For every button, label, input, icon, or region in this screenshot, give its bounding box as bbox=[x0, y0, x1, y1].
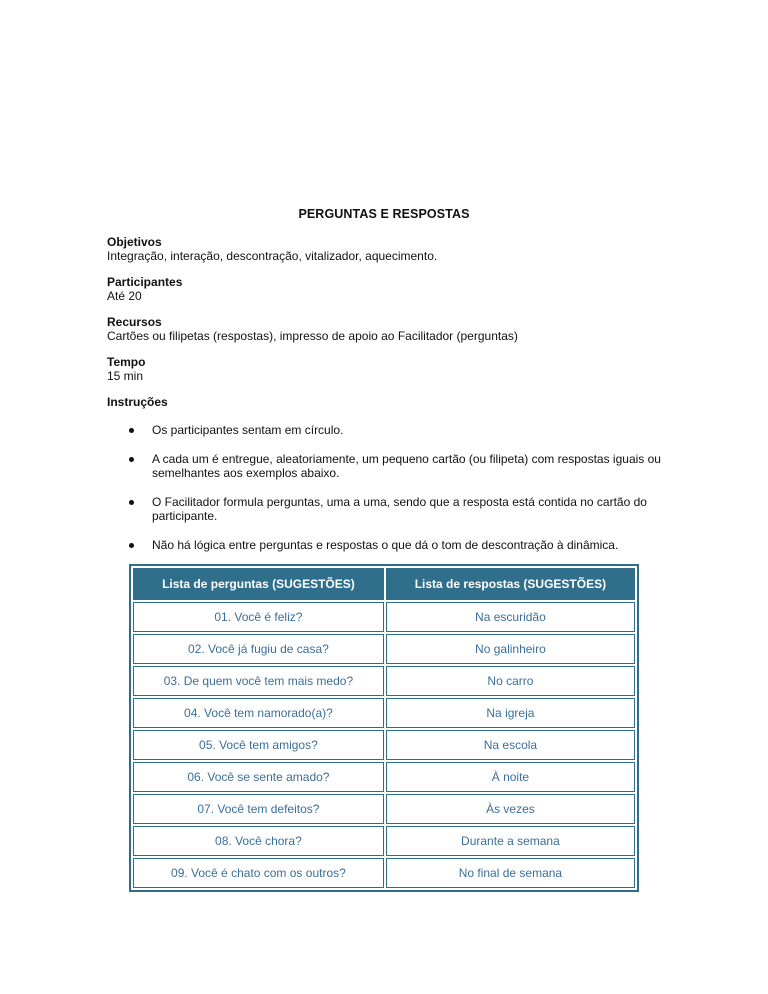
qa-table-wrapper bbox=[129, 564, 639, 892]
bullet-icon bbox=[129, 543, 134, 548]
section-heading: Objetivos bbox=[107, 235, 162, 249]
table-row bbox=[133, 858, 635, 888]
question-cell: 06. Você se sente amado? bbox=[133, 762, 384, 792]
section-recursos bbox=[107, 315, 667, 343]
section-text: Cartões ou filipetas (respostas), impresso de apoio ao Facilitador (perguntas) bbox=[107, 329, 518, 343]
answer-cell: À noite bbox=[386, 762, 635, 792]
questions-answers-table bbox=[129, 564, 639, 892]
bullet-icon bbox=[129, 457, 134, 462]
list-item-text: A cada um é entregue, aleatoriamente, um pequeno cartão (ou filipeta) com respostas iguais ou semelhantes aos exemplos abaixo. bbox=[152, 452, 661, 480]
section-text: Até 20 bbox=[107, 289, 142, 303]
section-heading: Instruções bbox=[107, 395, 168, 409]
section-tempo bbox=[107, 355, 667, 383]
column-header-answers: Lista de respostas (SUGESTÕES) bbox=[386, 568, 635, 600]
document-title: PERGUNTAS E RESPOSTAS bbox=[298, 207, 470, 221]
table-header-row bbox=[133, 568, 635, 600]
column-header-questions: Lista de perguntas (SUGESTÕES) bbox=[133, 568, 384, 600]
list-item bbox=[107, 423, 667, 437]
list-item-text: Os participantes sentam em círculo. bbox=[152, 423, 344, 437]
bullet-icon bbox=[129, 428, 134, 433]
list-item bbox=[107, 538, 667, 552]
answer-cell: Na escola bbox=[386, 730, 635, 760]
section-heading: Participantes bbox=[107, 275, 183, 289]
section-text: 15 min bbox=[107, 369, 144, 383]
question-cell: 07. Você tem defeitos? bbox=[133, 794, 384, 824]
question-cell: 08. Você chora? bbox=[133, 826, 384, 856]
question-cell: 03. De quem você tem mais medo? bbox=[133, 666, 384, 696]
answer-cell: Durante a semana bbox=[386, 826, 635, 856]
table-row bbox=[133, 698, 635, 728]
question-cell: 09. Você é chato com os outros? bbox=[133, 858, 384, 888]
answer-cell: Às vezes bbox=[386, 794, 635, 824]
list-item-text: Não há lógica entre perguntas e respostas o que dá o tom de descontração à dinâmica. bbox=[152, 538, 619, 552]
document-content bbox=[107, 235, 667, 567]
bullet-icon bbox=[129, 500, 134, 505]
question-cell: 01. Você é feliz? bbox=[133, 602, 384, 632]
question-cell: 02. Você já fugiu de casa? bbox=[133, 634, 384, 664]
list-item-text: O Facilitador formula perguntas, uma a uma, sendo que a resposta está contida no cartão do participante. bbox=[152, 495, 647, 523]
list-item bbox=[107, 495, 667, 523]
table-row bbox=[133, 666, 635, 696]
table-row bbox=[133, 730, 635, 760]
answer-cell: Na igreja bbox=[386, 698, 635, 728]
answer-cell: No final de semana bbox=[386, 858, 635, 888]
answer-cell: No galinheiro bbox=[386, 634, 635, 664]
table-row bbox=[133, 762, 635, 792]
table-row bbox=[133, 826, 635, 856]
question-cell: 05. Você tem amigos? bbox=[133, 730, 384, 760]
answer-cell: No carro bbox=[386, 666, 635, 696]
table-row bbox=[133, 602, 635, 632]
answer-cell: Na escuridão bbox=[386, 602, 635, 632]
instructions-list bbox=[107, 423, 667, 552]
section-text: Integração, interação, descontração, vitalizador, aquecimento. bbox=[107, 249, 438, 263]
question-cell: 04. Você tem namorado(a)? bbox=[133, 698, 384, 728]
section-heading: Recursos bbox=[107, 315, 162, 329]
list-item bbox=[107, 452, 667, 480]
section-objetivos bbox=[107, 235, 667, 263]
section-heading: Tempo bbox=[107, 355, 146, 369]
section-participantes bbox=[107, 275, 667, 303]
table-row bbox=[133, 634, 635, 664]
table-row bbox=[133, 794, 635, 824]
section-instrucoes bbox=[107, 395, 667, 552]
